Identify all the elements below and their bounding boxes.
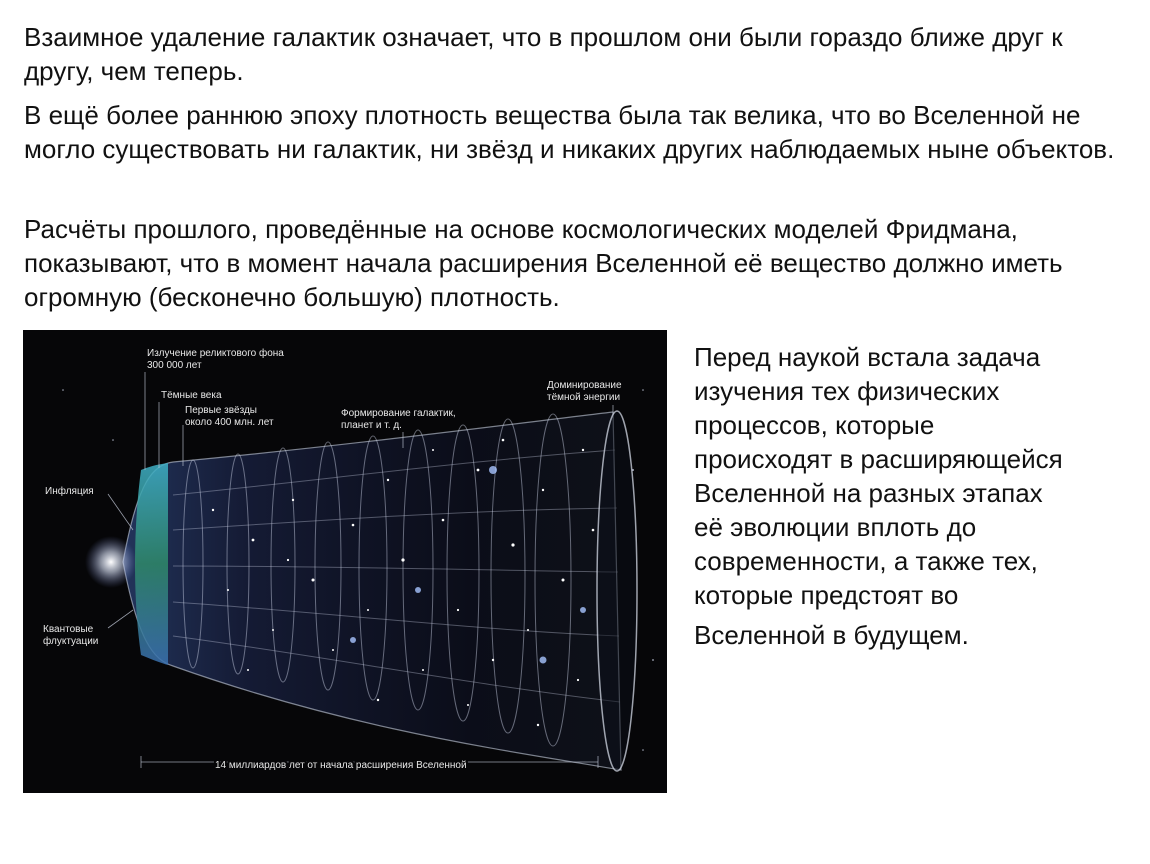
cmb-surface [135, 463, 168, 665]
cone-mouth [597, 411, 637, 771]
side-text-line: процессов, которые [694, 410, 935, 440]
side-text-line: изучения тех физических [694, 376, 1000, 406]
label-relic-radiation: Излучение реликтового фона [147, 348, 284, 359]
label-planets: планет и т. д. [341, 420, 402, 431]
side-text-line: происходят в расширяющейся [694, 444, 1063, 474]
side-text-line: Вселенной в будущем. [694, 620, 969, 650]
label-first-stars: Первые звёзды [185, 405, 257, 416]
side-text-line: современности, а также тех, [694, 546, 1038, 576]
label-dark-energy-2: тёмной энергии [547, 392, 621, 403]
side-text-line: Перед наукой встала задача [694, 342, 1041, 372]
paragraph-galaxy-recession: Взаимное удаление галактик означает, что в прошлом они были гораздо ближе друг к другу, чем теперь. [24, 22, 1063, 86]
side-text-line: её эволюции вплоть до [694, 512, 977, 542]
side-text [694, 340, 1134, 652]
paragraph-friedmann-models: Расчёты прошлого, проведённые на основе космологических моделей Фридмана, показывают, что в момент начала расширения Вселенной её вещество должно иметь огромную (бесконечно большую) плотность. [24, 214, 1063, 312]
universe-cone [123, 412, 621, 770]
label-quantum-1: Квантовые [43, 624, 94, 635]
universe-evolution-illustration [23, 330, 667, 793]
label-galaxy-formation: Формирование галактик, [341, 408, 456, 419]
label-first-stars-age: около 400 млн. лет [185, 417, 274, 428]
side-text-line: которые предстоят во [694, 580, 959, 610]
paragraph-early-epoch: В ещё более раннюю эпоху плотность вещества была так велика, что во Вселенной не могло существовать ни галактик, ни звёзд и никаких других наблюдаемых ныне объектов. [24, 100, 1115, 164]
label-dark-ages: Тёмные века [161, 390, 222, 401]
big-bang-flash [85, 536, 137, 588]
label-dark-energy-1: Доминирование [547, 380, 622, 391]
label-timeline: 14 миллиардов лет от начала расширения Вселенной [215, 760, 467, 771]
label-relic-age: 300 000 лет [147, 360, 202, 371]
side-text-line: Вселенной на разных этапах [694, 478, 1043, 508]
label-quantum-2: флуктуации [43, 636, 99, 647]
universe-evolution-diagram [23, 330, 667, 793]
label-inflation: Инфляция [45, 486, 94, 497]
